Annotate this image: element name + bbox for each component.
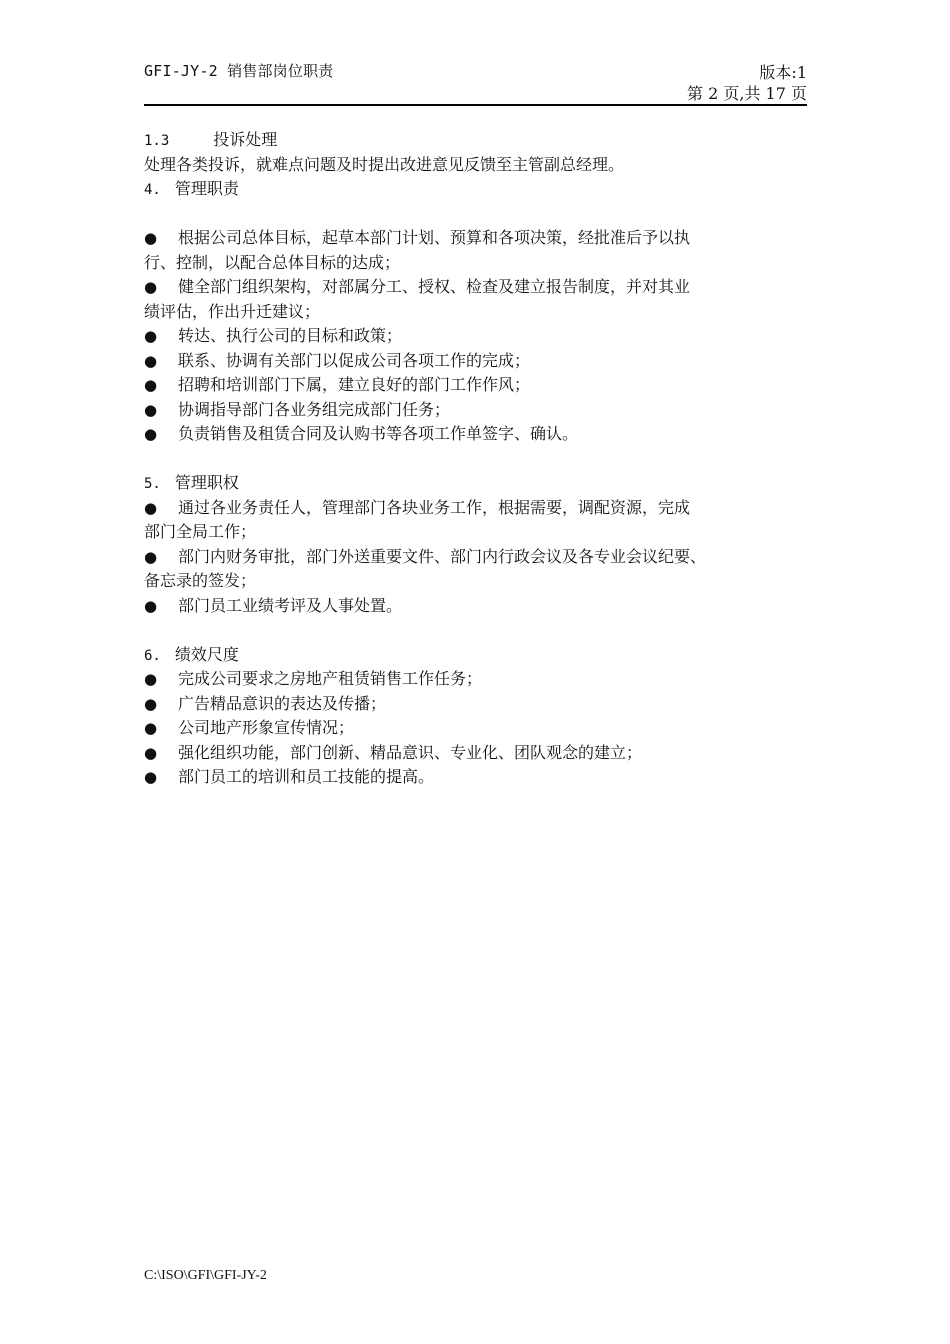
list-item — [144, 692, 824, 717]
list-item-text: 部门员工的培训和员工技能的提高。 — [178, 767, 435, 786]
bullet-icon: ● — [144, 229, 158, 247]
bullet-icon: ● — [144, 719, 158, 737]
list-item — [144, 594, 824, 619]
section-number: 4. — [144, 182, 161, 198]
version-label: 版本:1 — [759, 63, 807, 82]
list-item-text: 部门员工业绩考评及人事处置。 — [178, 595, 403, 615]
section-heading-5 — [144, 471, 824, 496]
document-body — [144, 128, 824, 790]
footer-file-path: C:\ISO\GFI\GFI-JY-2 — [144, 1268, 267, 1283]
list-item — [144, 496, 824, 521]
list-item-text: 健全部门组织架构，对部属分工、授权、检查及建立报告制度，并对其业 — [178, 277, 691, 296]
list-item-text: 部门内财务审批，部门外送重要文件、部门内行政会议及各专业会议纪要、 — [178, 546, 707, 566]
list-item — [144, 324, 824, 349]
list-item-continuation: 备忘录的签发； — [144, 571, 257, 590]
list-item-text: 招聘和培训部门下属，建立良好的部门工作作风； — [178, 375, 531, 394]
list-item-text: 强化组织功能，部门创新、精品意识、专业化、团队观念的建立； — [178, 742, 643, 762]
list-item-continuation: 部门全局工作； — [144, 522, 257, 541]
list-item-continuation: 行、控制，以配合总体目标的达成； — [144, 252, 401, 272]
bullet-icon: ● — [144, 768, 158, 786]
bullet-icon: ● — [144, 278, 158, 296]
document-id: GFI-JY-2 销售部岗位职责 — [144, 62, 334, 80]
subsection-number: 1.3 — [144, 133, 170, 149]
list-item-text: 通过各业务责任人，管理部门各块业务工作，根据需要，调配资源，完成 — [178, 497, 691, 517]
list-item-text: 转达、执行公司的目标和政策； — [178, 326, 403, 345]
list-item — [144, 275, 824, 300]
subsection-title: 投诉处理 — [213, 130, 278, 149]
bullet-icon: ● — [144, 351, 158, 370]
spacer — [144, 202, 824, 227]
spacer — [144, 447, 824, 472]
page-header — [144, 58, 807, 106]
bullet-icon: ● — [144, 400, 158, 419]
bullet-list-responsibilities — [144, 226, 824, 447]
bullet-icon: ● — [144, 376, 158, 394]
list-item-text: 联系、协调有关部门以促成公司各项工作的完成； — [178, 350, 531, 370]
list-item — [144, 545, 824, 570]
list-item-text: 根据公司总体目标，起草本部门计划、预算和各项决策，经批准后予以执 — [178, 228, 691, 247]
section-title: 管理职权 — [174, 473, 239, 492]
list-item-text: 公司地产形象宣传情况； — [178, 718, 355, 737]
section-number: 5. — [144, 476, 161, 492]
bullet-icon: ● — [144, 425, 158, 443]
section-number: 6. — [144, 647, 161, 664]
list-item — [144, 667, 824, 692]
section-title: 绩效尺度 — [174, 644, 239, 664]
section-heading-4 — [144, 177, 824, 202]
list-item-continuation: 绩评估，作出升迁建议； — [144, 301, 321, 321]
page-count: 第 2 页,共 17 页 — [687, 84, 807, 103]
bullet-icon: ● — [144, 743, 158, 762]
bullet-list-authority — [144, 496, 824, 619]
bullet-icon: ● — [144, 498, 158, 517]
list-item — [144, 226, 824, 251]
list-item — [144, 716, 824, 741]
bullet-list-performance — [144, 667, 824, 790]
list-item — [144, 349, 824, 374]
list-item — [144, 765, 824, 790]
bullet-icon: ● — [144, 596, 158, 615]
list-item — [144, 741, 824, 766]
bullet-icon: ● — [144, 694, 158, 713]
list-item-text: 完成公司要求之房地产租赁销售工作任务； — [178, 669, 483, 688]
bullet-icon: ● — [144, 547, 158, 566]
spacer — [144, 618, 824, 643]
subsection-heading-1-3 — [144, 128, 824, 153]
list-item-text: 协调指导部门各业务组完成部门任务； — [178, 399, 451, 419]
bullet-icon: ● — [144, 670, 158, 688]
section-heading-6 — [144, 643, 824, 668]
list-item — [144, 422, 824, 447]
list-item-text: 广告精品意识的表达及传播； — [178, 693, 387, 713]
bullet-icon: ● — [144, 327, 158, 345]
paragraph-complaints: 处理各类投诉，就难点问题及时提出改进意见反馈至主管副总经理。 — [144, 154, 625, 174]
section-title: 管理职责 — [174, 179, 239, 198]
list-item — [144, 398, 824, 423]
list-item-text: 负责销售及租赁合同及认购书等各项工作单签字、确认。 — [178, 424, 579, 443]
list-item — [144, 373, 824, 398]
